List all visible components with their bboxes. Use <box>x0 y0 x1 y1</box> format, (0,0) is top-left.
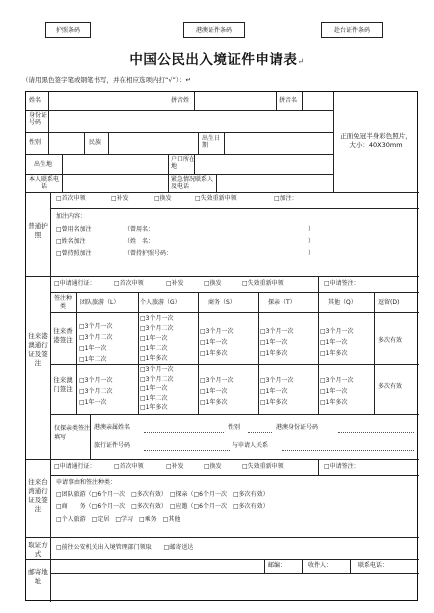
passport-section-label: 普通护照 <box>28 222 48 239</box>
tw-type-reissue[interactable]: □补发 <box>166 463 184 470</box>
tw-apply-permit[interactable]: □申请通行证： <box>54 463 96 470</box>
mo-group-options[interactable]: □3个月一次 □3个月二次 □1年一次 <box>79 377 113 406</box>
taiwan-barcode-tag: 赴台证件条码 <box>321 22 383 38</box>
label-gender: 性别 <box>29 139 42 146</box>
tw-type-invalid-reapply[interactable]: □失效重新申领 <box>242 463 284 470</box>
passport-type-endorse[interactable]: □加注： <box>274 195 298 202</box>
col-business: 商务（S） <box>208 299 236 306</box>
passport-endorse-former-name[interactable]: □曾用名加注 <box>56 226 92 233</box>
col-group-tour: 团队旅游（L） <box>80 299 120 306</box>
relative-name-label: 港澳亲属姓名 <box>94 424 131 431</box>
label-id-number: 身份证号码 <box>29 112 48 126</box>
hkmo-type-first[interactable]: □首次申领 <box>114 280 144 287</box>
label-name: 姓名 <box>29 97 42 104</box>
col-stay: 逗留(D) <box>378 299 400 306</box>
relative-label: 仅探亲类签注填写 <box>54 425 91 441</box>
passport-endorse-name[interactable]: □姓名加注 <box>56 238 86 245</box>
label-birth-date: 出生日期 <box>202 135 221 149</box>
col-other: 其他（Q） <box>328 299 357 306</box>
mailing-address-label: 邮寄地址 <box>28 568 48 585</box>
hk-individual-options[interactable]: □3个月一次 □3个月二次 □1年一次 □1年二次 □1年多次 <box>140 315 174 362</box>
hkmo-type-reissue[interactable]: □补发 <box>166 280 184 287</box>
tw-endorse-title: 申请事由和签注种类： <box>56 479 117 486</box>
relative-gender-label: 性别 <box>228 424 241 431</box>
tw-apply-endorse[interactable]: □申请签注： <box>324 463 360 470</box>
pickup-label: 取证方式 <box>28 541 48 558</box>
mo-visit-options[interactable]: □3个月一次 □1年一次 □1年多次 <box>260 377 294 406</box>
label-ethnicity: 民族 <box>89 139 102 146</box>
label-emergency-contact: 紧急情况联系人及电话 <box>171 176 214 190</box>
passport-type-renew[interactable]: □换发 <box>154 195 172 202</box>
hkmo-type-invalid-reapply[interactable]: □失效重新申领 <box>242 280 284 287</box>
relative-id-label: 港澳身份证号码 <box>276 424 319 431</box>
mo-other-options[interactable]: □3个月一次 □1年一次 □1年多次 <box>320 377 354 406</box>
hkmo-type-renew[interactable]: □换发 <box>204 280 222 287</box>
label-birth-place: 出生地 <box>34 161 53 168</box>
form-instruction: （请用黑色签字笔或钢笔书写，并在相应选项内打“√”）：↵ <box>22 76 192 84</box>
label-pinyin-surname: 拼音姓 <box>171 97 190 104</box>
hk-group-options[interactable]: □3个月一次 □3个月二次 □1年一次 □1年二次 <box>79 323 113 363</box>
hkmo-apply-permit[interactable]: □申请通行证： <box>54 280 96 287</box>
hkmo-apply-endorse[interactable]: □申请签注： <box>324 280 360 287</box>
pickup-options[interactable]: □前往公安机关出入境管理部门领取 □邮寄送达 <box>56 544 194 551</box>
recipient-label: 收件人： <box>308 562 333 569</box>
photo-requirement: 正面免冠半身彩色照片，大小：40X30mm <box>340 132 412 149</box>
hkmo-endorse-kind: 签注种类 <box>53 295 72 310</box>
mo-business-options[interactable]: □3个月一次 □1年一次 □1年多次 <box>200 377 234 406</box>
hkmo-barcode-tag: 港澳证件条码 <box>183 22 245 38</box>
passport-barcode-tag: 护照条码 <box>45 22 91 38</box>
tw-endorse-line-2[interactable]: □商 务（□6个月一次 □多次有效） □应邀（□6个月一次 □多次有效） <box>56 503 269 510</box>
tw-endorse-line-3[interactable]: □个人旅游 □定居 □学习 □乘务 □其他 <box>56 516 181 523</box>
hk-stay-option[interactable]: 多次有效 <box>378 337 403 344</box>
tw-type-first[interactable]: □首次申领 <box>114 463 144 470</box>
hk-other-options[interactable]: □3个月一次 □1年一次 □1年多次 <box>320 328 354 357</box>
passport-type-first[interactable]: □首次申领 <box>56 195 86 202</box>
hkmo-section-label: 往来港澳通行证及签注 <box>28 332 48 367</box>
label-phone: 本人联系电话 <box>29 176 60 190</box>
taiwan-section-label: 往来台湾通行证及签注 <box>28 478 48 513</box>
tw-type-renew[interactable]: □换发 <box>204 463 222 470</box>
tw-endorse-line-1[interactable]: □团队旅游（□6个月一次 □多次有效） □探亲（□6个月一次 □多次有效） <box>56 491 269 498</box>
label-residence: 户口所在地 <box>171 156 196 170</box>
hk-business-options[interactable]: □3个月一次 □1年一次 □1年多次 <box>200 328 234 357</box>
hk-visit-options[interactable]: □3个月一次 □1年一次 □1年多次 <box>260 328 294 357</box>
col-family-visit: 探亲（T） <box>268 299 296 306</box>
relative-relationship-label: 与申请人关系 <box>232 442 269 449</box>
passport-endorse-former-passport[interactable]: □曾持照加注 <box>56 250 92 257</box>
application-form: 姓名 拼音姓 拼音名 身份证号码 性别 民族 出生日期 出生地 户口所在地 本人联系电话 紧急情况联系人及电话 正面免冠半身彩色照片，大小：40X30mm 普通护照 □首次申领 □补发 □换发 □失效重新申领 □加注： 加注内容： □曾用名加注 （曾用名： ） □姓名加注 （姓 名： ） □曾持照加注 （曾持护照号码： ） 往来港澳通行证及签注 □申请通行证： □首次申领 □补发 □换发 □失效重新申领 □申请签注： 签注种类 团队旅游（L） 个人旅游（G） 商务（S） 探亲（T） 其他（Q） 逗留(D) 往来香港签注 □3个月一次 □3个月二次 □1年一次 □1年二次 □3个月一次 □3个月二次 □1年一次 □1年二次 □1年多次 □3个月一次 □1年一次 □1年多次 □3个月一次 □1年一次 □1年多次 □3个月一次 □1年一次 □1年多次 多次有效 往来澳门签注 □3个月一次 □3个月二次 □1年一次 □3个月一次 □3个月二次 □1年一次 □1年二次 □1年多次 □3个月一次 □1年一次 □1年多次 □3个月一次 □1年一次 □1年多次 □3个月一次 □1年一次 □1年多次 多次有效 仅探亲类签注填写 港澳亲属姓名 性别 港澳身份证号码 旅行证件号码 与申请人关系 往来台湾通行证及签注 □申请通行证： □首次申领 □补发 □换发 □失效重新申领 □申请签注： 申请事由和签注种类： □团队旅游（□6个月一次 □多次有效） □探亲（□6个月一次 □多次有效） □商 务（□6个月一次 □多次有效） □应邀（□6个月一次 □多次有效） □个人旅游 □定居 □学习 □乘务 □其他 取证方式 □前往公安机关出入境管理部门领取 □邮寄送达 邮寄地址 邮编： 收件人： 联系电话： <box>25 91 418 601</box>
label-pinyin-given: 拼音名 <box>279 97 298 104</box>
passport-type-invalid-reapply[interactable]: □失效重新申领 <box>195 195 237 202</box>
col-individual-tour: 个人旅游（G） <box>140 299 181 306</box>
mo-endorse-label: 往来澳门签注 <box>53 376 73 393</box>
hk-endorse-label: 往来香港签注 <box>53 327 73 344</box>
postcode-label: 邮编： <box>268 562 287 569</box>
relative-travel-doc-label: 旅行证件号码 <box>94 442 131 449</box>
mailing-phone-label: 联系电话： <box>358 562 389 569</box>
form-title: 中国公民出入境证件申请表↵ <box>129 52 305 68</box>
mo-stay-option[interactable]: 多次有效 <box>378 383 403 390</box>
mo-individual-options[interactable]: □3个月一次 □3个月二次 □1年一次 □1年二次 □1年多次 <box>140 366 174 411</box>
passport-endorse-title: 加注内容： <box>56 213 87 220</box>
passport-type-reissue[interactable]: □补发 <box>111 195 129 202</box>
